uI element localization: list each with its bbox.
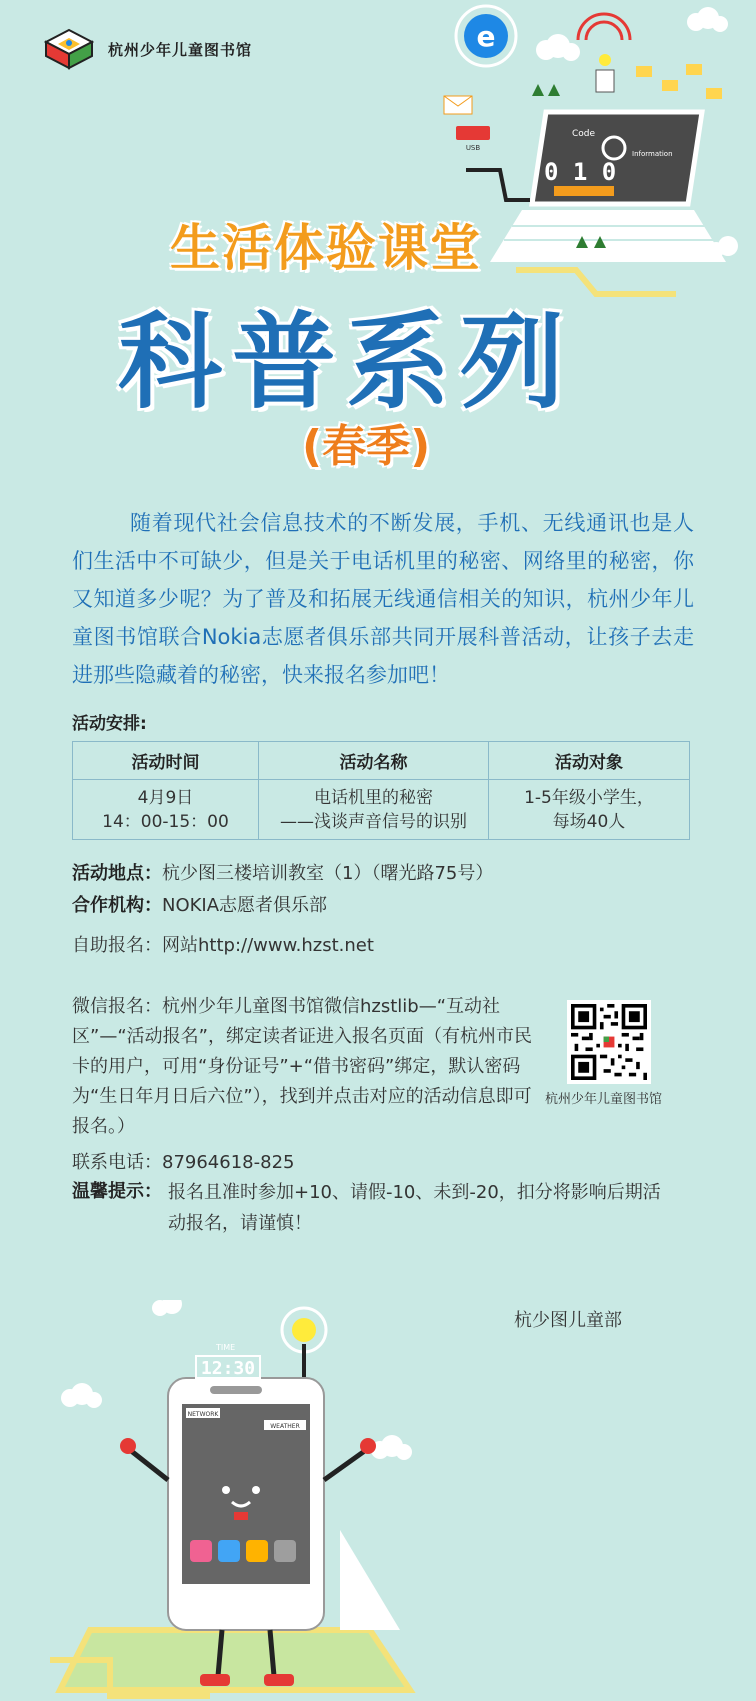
cell-activity-name: 电话机里的秘密 xyxy=(314,787,433,808)
wechat-signup-text: 微信报名：杭州少年儿童图书馆微信hzstlib—“互动社区”—“活动报名”，绑定读者证进入报名页面（有杭州市民卡的用户，可用“身份证号”+“借书密码”绑定，默认密码为“生日年月日后六位”），找到并点击对应的活动信息即可报名。） xyxy=(72,996,532,1137)
schedule-table xyxy=(72,741,690,840)
cell-name xyxy=(259,780,489,840)
lightbulb-icon xyxy=(282,1308,326,1380)
ie-browser-icon xyxy=(456,6,516,66)
cell-capacity: 每场40人 xyxy=(552,811,626,832)
svg-text:USB: USB xyxy=(465,144,481,152)
schedule-heading: 活动安排: xyxy=(72,714,147,734)
location-label: 活动地点： xyxy=(72,863,162,884)
library-logo-icon xyxy=(44,28,94,70)
usb-stick-icon xyxy=(456,126,490,152)
partner-value: NOKIA志愿者俱乐部 xyxy=(162,895,328,916)
cell-target xyxy=(489,780,690,840)
svg-text:0 1 0: 0 1 0 xyxy=(544,158,617,186)
laptop-icon xyxy=(490,112,726,262)
library-name: 杭州少年儿童图书馆 xyxy=(108,40,253,59)
tip-text: 报名且准时参加+10、请假-10、未到-20，扣分将影响后期活动报名，请谨慎！ xyxy=(168,1182,661,1234)
laptop-network-illustration xyxy=(436,0,756,300)
svg-text:e: e xyxy=(476,20,496,53)
svg-text:12:30: 12:30 xyxy=(200,1358,256,1379)
svg-text:WEATHER: WEATHER xyxy=(270,1423,300,1430)
col-header-target: 活动对象 xyxy=(489,742,690,780)
partner-label: 合作机构： xyxy=(72,895,162,916)
clock-display xyxy=(196,1343,260,1379)
cell-activity-subtitle: ——浅谈声音信号的识别 xyxy=(280,811,467,832)
svg-text:TIME: TIME xyxy=(216,1343,236,1352)
table-row xyxy=(73,780,690,840)
envelope-icons xyxy=(444,64,722,114)
phone-line: 联系电话：87964618-825 xyxy=(72,1152,295,1173)
tip-label: 温馨提示： xyxy=(72,1181,162,1202)
self-signup-line: 自助报名：网站http://www.hzst.net xyxy=(72,935,374,956)
col-header-name: 活动名称 xyxy=(259,742,489,780)
svg-text:NETWORK: NETWORK xyxy=(187,1411,219,1418)
col-header-time: 活动时间 xyxy=(73,742,259,780)
qr-code-icon[interactable] xyxy=(567,1000,651,1084)
title-life-experience: 生活体验课堂 xyxy=(170,219,482,277)
cell-time xyxy=(73,780,259,840)
location-line xyxy=(72,859,493,885)
svg-text:Information: Information xyxy=(632,150,673,158)
library-logo xyxy=(44,28,252,70)
location-value: 杭少图三楼培训教室（1）（曙光路75号） xyxy=(162,863,494,884)
department-signature: 杭少图儿童部 xyxy=(514,1310,622,1331)
intro-paragraph: 随着现代社会信息技术的不断发展，手机、无线通讯也是人们生活中不可缺少，但是关于电话机里的秘密、网络里的秘密，你又知道多少呢？为了普及和拓展无线通信相关的知识，杭州少年儿童图书馆联合Nokia志愿者俱乐部共同开展科普活动，让孩子去走进那些隐藏着的秘密，快来报名参加吧！ xyxy=(72,511,694,687)
smartphone-character-illustration xyxy=(50,1300,470,1701)
cell-date: 4月9日 xyxy=(137,787,194,808)
table-header-row xyxy=(73,742,690,780)
svg-text:Code: Code xyxy=(572,129,596,139)
title-science-series: 科普系列 xyxy=(118,301,575,423)
qr-caption: 杭州少年儿童图书馆 xyxy=(545,1092,663,1107)
cell-hours: 14：00-15：00 xyxy=(102,811,229,832)
title-spring: (春季) xyxy=(302,421,431,472)
partner-line xyxy=(72,891,327,917)
antenna-icon xyxy=(578,14,630,92)
cell-grade: 1-5年级小学生， xyxy=(524,787,654,808)
